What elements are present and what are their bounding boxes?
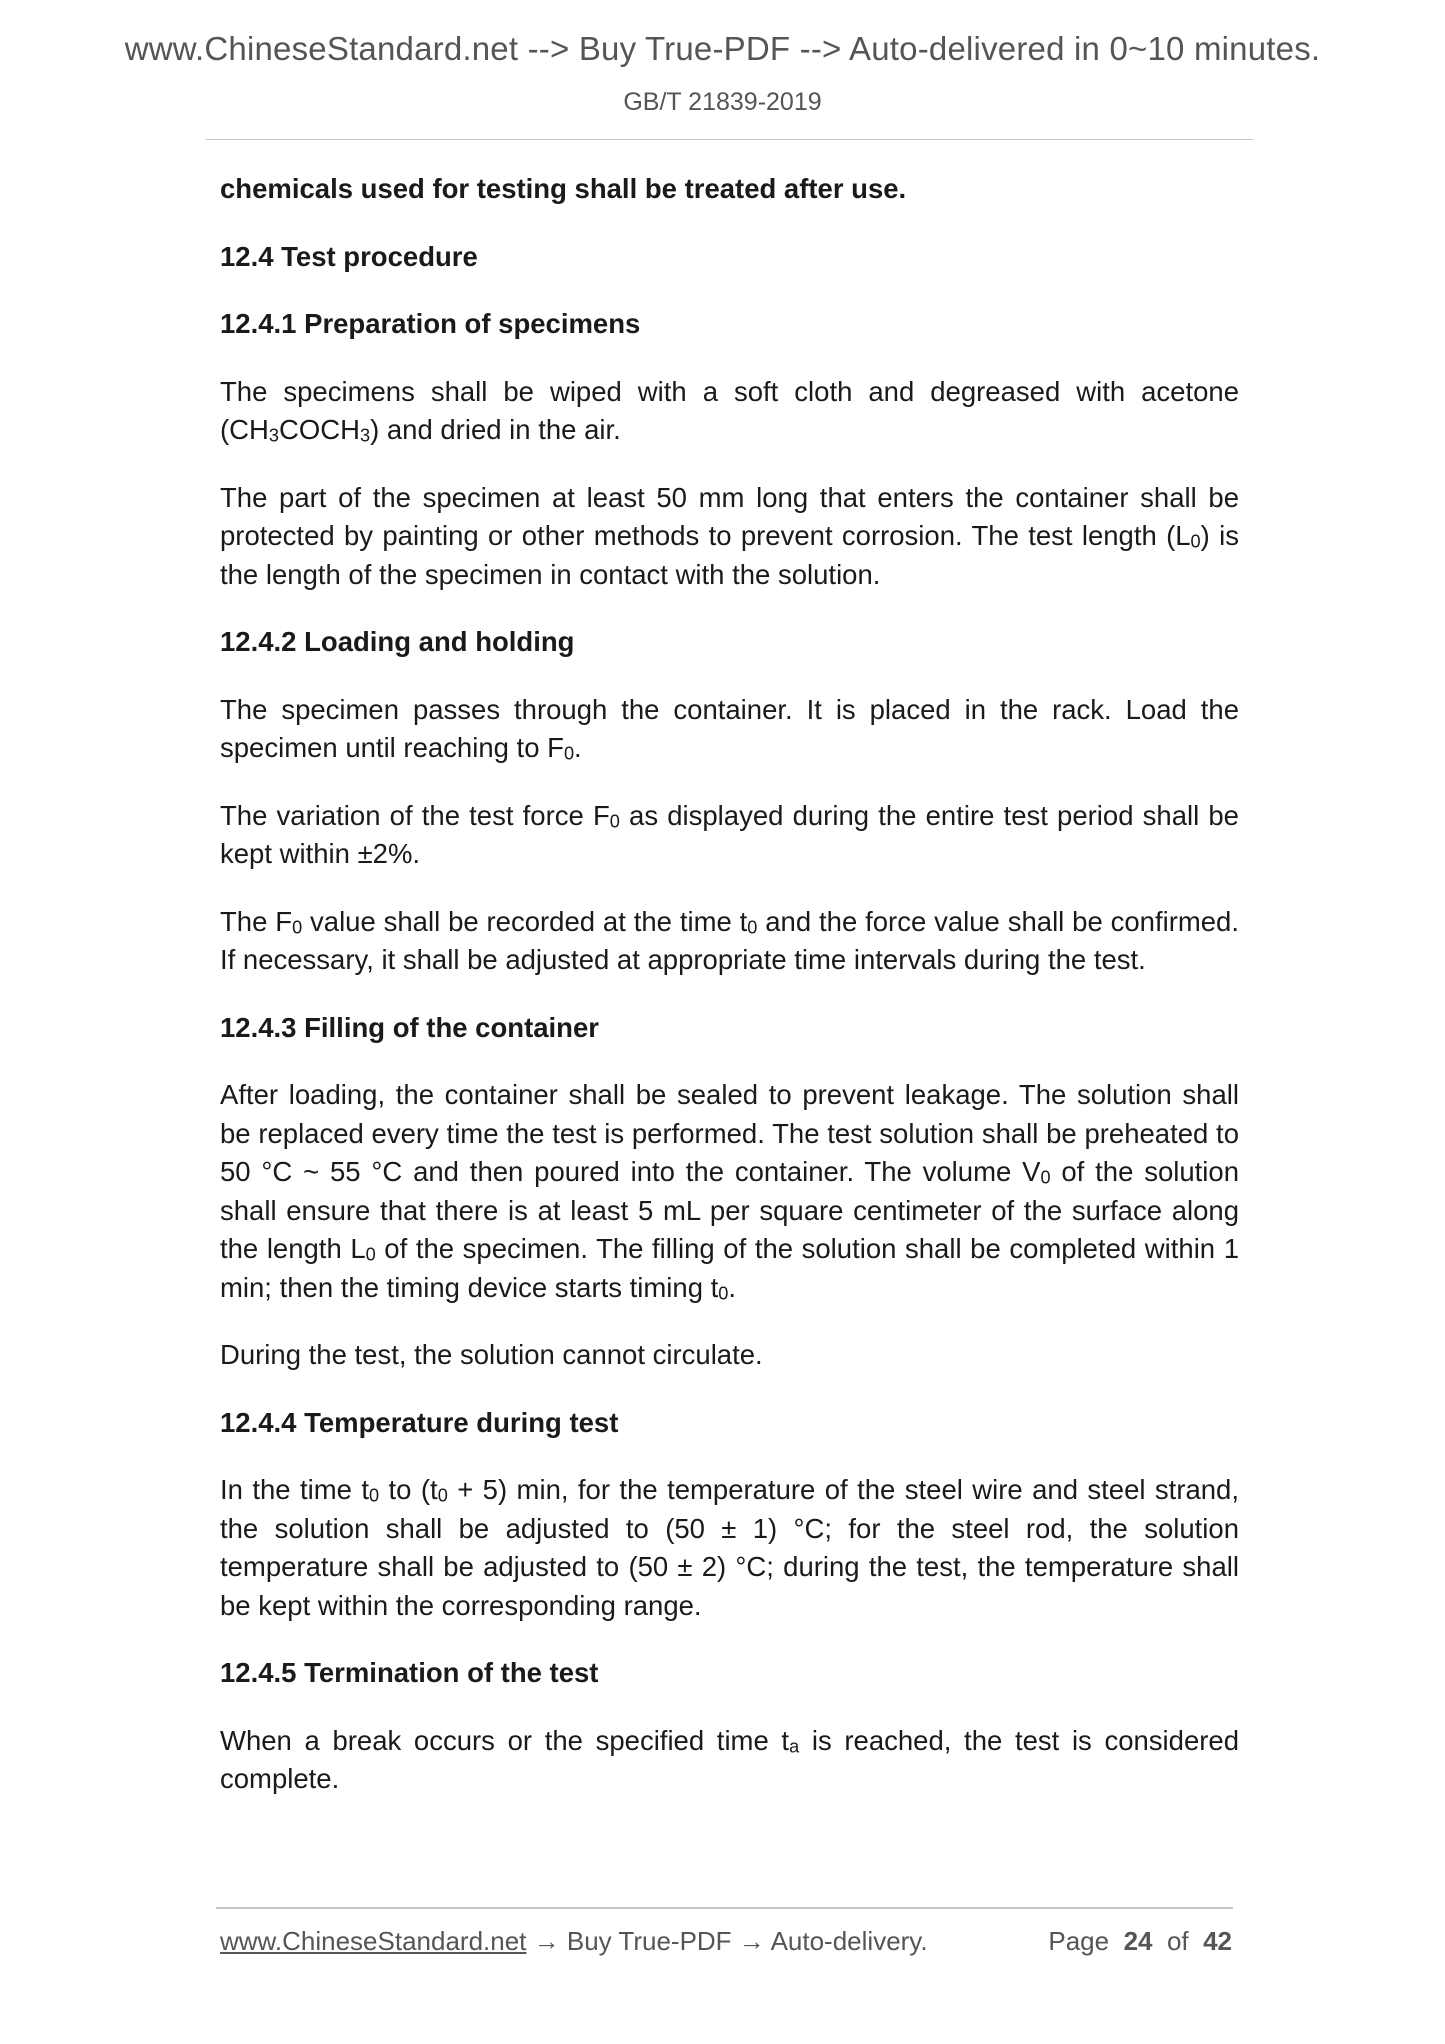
paragraph-continuation: chemicals used for testing shall be treated after use.	[220, 173, 907, 204]
paragraph-specimen-protection: The part of the specimen at least 50 mm long that enters the container shall be protected by painting or other methods to prevent corrosion. The test length $(L_0)$ is the length of the specimen in contact with the solution.	[220, 481, 1239, 590]
header-divider	[206, 139, 1253, 140]
of-label: of	[1166, 1926, 1189, 1956]
section-heading-12-4-2: 12.4.2 Loading and holding	[220, 626, 575, 657]
paragraph-specimen-cleaning: The specimens shall be wiped with a soft cloth and degreased with acetone $(CH_3COCH_3)$ and dried in the air.	[220, 375, 1239, 446]
section-heading-12-4-1: 12.4.1 Preparation of specimens	[220, 308, 641, 339]
section-heading-12-4-4: 12.4.4 Temperature during test	[220, 1406, 619, 1438]
paragraph-no-circulation: During the test, the solution cannot circulate.	[220, 1339, 763, 1370]
paragraph-termination: When a break occurs or the specified time $t_a$ is reached, the test is considered complete.	[220, 1724, 1239, 1794]
page-footer	[220, 1926, 1232, 1957]
page-content	[220, 170, 1239, 1828]
header-banner[interactable]: www.ChineseStandard.net --> Buy True-PDF --> Auto-delivered in 0~10 minutes.	[124, 30, 1321, 67]
page-indicator	[1048, 1926, 1232, 1957]
page-current: 24	[1123, 1926, 1153, 1956]
paragraph-loading: The specimen passes through the container. It is placed in the rack. Load the specimen until reaching to $F_0$.	[220, 693, 1239, 764]
page-total: 42	[1203, 1926, 1232, 1956]
section-heading-12-4: 12.4 Test procedure	[220, 240, 478, 272]
paragraph-force-recording: The $F_0$ value shall be recorded at the time $t_0$ and the force value shall be confirmed. If necessary, it shall be adjusted at appropriate time intervals during the test.	[220, 905, 1239, 975]
paragraph-force-variation: The variation of the test force $F_0$ as displayed during the entire test period shall be kept within ±2%.	[220, 799, 1239, 869]
paragraph-temperature: In the time $t_0$ to $(t_0 + 5)$ min, for the temperature of the steel wire and steel strand, the solution shall be adjusted to (50 ± 1) °C; for the steel rod, the solution temperature shall be adjusted to (50 ± 2) °C; during the test, the temperature shall be kept within the corresponding range.	[220, 1474, 1239, 1621]
footer-tagline: → Buy True-PDF → Auto-delivery.	[526, 1926, 928, 1956]
paragraph-container-filling: After loading, the container shall be sealed to prevent leakage. The solution shall be replaced every time the test is performed. The test solution shall be preheated to 50 °C ~ 55 °C and then poured into the container. The volume $V_0$ of the solution shall ensure that there is at least 5 mL per square centimeter of the surface along the length $L_0$ of the specimen. The filling of the solution shall be completed within 1 min; then the timing device starts timing $t_0$.	[220, 1079, 1239, 1304]
section-heading-12-4-5: 12.4.5 Termination of the test	[220, 1657, 599, 1688]
section-heading-12-4-3: 12.4.3 Filling of the container	[220, 1011, 599, 1043]
document-number: GB/T 21839-2019	[623, 88, 822, 116]
footer-divider	[216, 1907, 1233, 1909]
page-label: Page	[1048, 1926, 1110, 1956]
footer-site-link[interactable]: www.ChineseStandard.net	[220, 1926, 527, 1956]
